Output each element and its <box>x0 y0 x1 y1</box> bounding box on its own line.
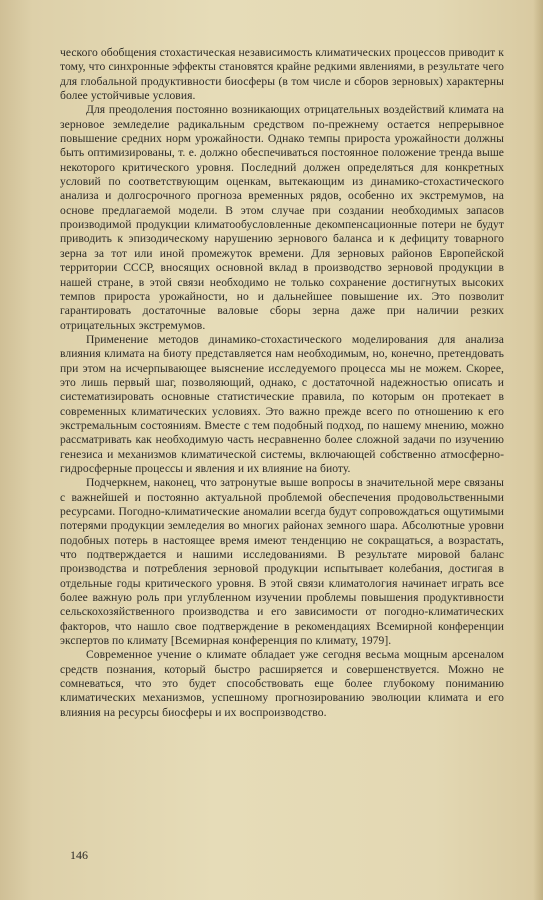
page-number: 146 <box>70 848 88 862</box>
body-text <box>60 46 504 720</box>
paragraph-yield-growth: Для преодоления постоянно возникающих отрицательных воздействий климата на зерновое земледелие радикальным средством по-прежнему остается непрерывное повышение средних норм урожайности. Однако темпы прироста урожайности должны быть оптимизированы, т. е. должно обеспечиваться постоянное положение тренда выше некоторого критического уровня. Последний должен определяться для конкретных условий по соответствующим оценкам, вытекающим из динамико-стохастического анализа и долгосрочного прогноза временных рядов, особенно их экстремумов, на основе предлагаемой модели. В этом случае при создании необходимых запасов производимой продукции климатообусловленные декомпенсационные потери не будут приводить к эпизодическому нарушению зернового баланса и к дефициту товарного зерна за тот или иной промежуток времени. Для зерновых районов Европейской территории СССР, вносящих основной вклад в производство зерновой продукции в нашей стране, в этой связи необходимо не только сохранение достигнутых высоких темпов прироста урожайности, но и дальнейшее повышение их. Это позволит гарантировать достаточные валовые сборы зерна даже при наличии резких отрицательных экстремумов. <box>60 103 504 332</box>
page-edge-shadow <box>533 0 543 900</box>
paragraph-climate-science: Современное учение о климате обладает уже сегодня весьма мощным арсеналом средств познания, который быстро расширяется и совершенствуется. Можно не сомневаться, что это будет способствовать еще более глубокому пониманию климатических механизмов, успешному прогнозированию эволюции климата и его влияния на ресурсы биосферы и их воспроизводство. <box>60 648 504 719</box>
paragraph-food-resources: Подчеркнем, наконец, что затронутые выше вопросы в значительной мере связаны с важнейшей и постоянно актуальной проблемой обеспечения продовольственными ресурсами. Погодно-климатические аномалии всегда будут сопровождаться ощутимыми потерями продукции земледелия во многих районах земного шара. Абсолютные уровни подобных потерь в настоящее время имеют тенденцию не сокращаться, а возрастать, что подтверждается и нашими исследованиями. В результате мировой баланс производства и потребления зерновой продукции испытывает колебания, достигая в отдельные годы критического уровня. В этой связи климатология начинает играть все более важную роль при углубленном изучении проблемы повышения продуктивности сельскохозяйственного производства и его зависимости от погодно-климатических факторов, что нашло свое подтверждение в рекомендациях Всемирной конференции экспертов по климату [Всемирная конференция по климату, 1979]. <box>60 476 504 648</box>
paragraph-continuation: ческого обобщения стохастическая независимость климатических процессов приводит к тому, что синхронные эффекты становятся крайне редкими явлениями, в результате чего для глобальной продуктивности биосферы (в том числе и сборов зерновых) характерны более устойчивые условия. <box>60 46 504 103</box>
paragraph-modeling-methods: Применение методов динамико-стохастического моделирования для анализа влияния климата на биоту представляется нам необходимым, но, конечно, претендовать при этом на исчерпывающее выяснение исследуемого процесса мы не можем. Скорее, это лишь первый шаг, позволяющий, однако, с достаточной надежностью описать и систематизировать основные статистические правила, по которым он протекает в современных климатических условиях. Это важно прежде всего по отношению к его экстремальным состояниям. Вместе с тем подобный подход, по нашему мнению, можно рассматривать как необходимую часть несравненно более сложной задачи по изучению генезиса и механизмов климатической системы, включающей собственно атмосферно-гидросферные процессы и явления и их влияние на биоту. <box>60 332 504 475</box>
